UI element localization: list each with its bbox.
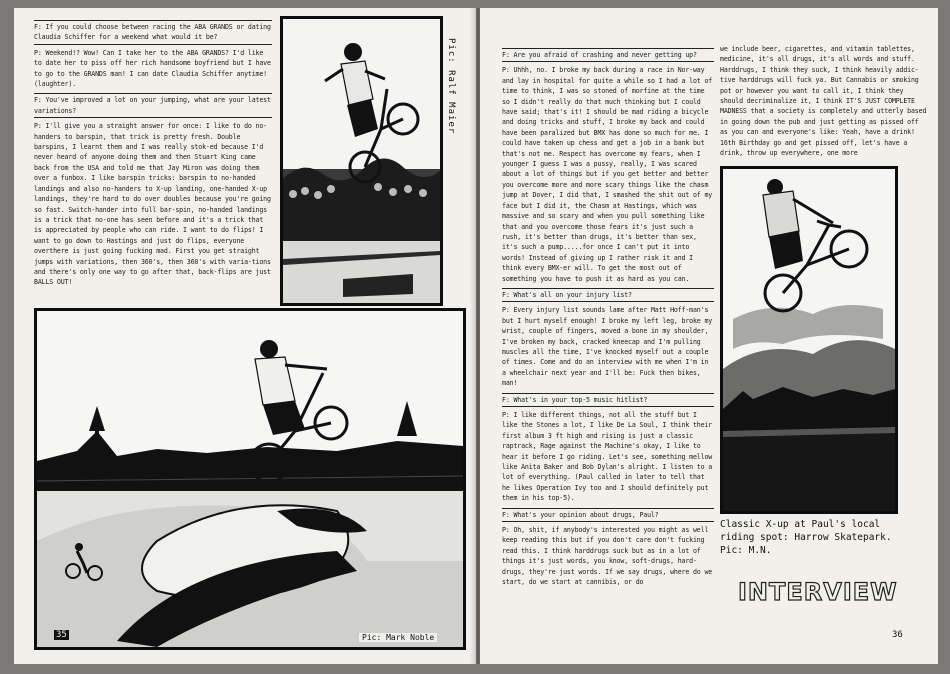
right-page: [480, 8, 938, 664]
right-text-column-1: [502, 44, 714, 588]
photo-credit-top: Pic: Ralf Maier: [446, 38, 456, 135]
answer-5: P: I like different things, not all the stuff but I like the Stones a lot, I like De La Soul, I think their first album 3 ft high and rising is just a classic raptrack, Rage against the Machine's okay, I like to hear it before I go riding. Let's see, something mellow like Anita Baker and Bob Dylan's alright. I listen to a lot of everything. (Paul called in later to tell that he likes Operation Ivy too and I should definitely put them in his top-5).: [502, 411, 713, 503]
section-logo-interview: INTERVIEW: [738, 578, 898, 606]
photo-x-up-harrow: [720, 166, 898, 514]
answer-7: P: Oh, shit, if anybody's interested you might as well keep reading this but if you don't care don't fucking read this. I think harddrugs suck but as in a lot of things it's just words, you know, soft-drugs, hard-drugs, they're just words. If we say drugs, where do we start, do we start at cannibis, or do: [502, 526, 713, 587]
question-0: F: Are you afraid of crashing and never getting up?: [502, 48, 714, 62]
question-jumping: F: You've improved a lot on your jumping, what are your latest variations?: [34, 93, 272, 118]
left-text-column: [34, 16, 272, 288]
question-claudia: F: If you could choose between racing the ABA GRANDS or dating Claudia Schiffer for a weekend what would it be?: [34, 20, 272, 45]
photo-credit-bottom: Pic: Mark Noble: [359, 633, 437, 642]
right-text-column-2: [720, 44, 928, 158]
photo-caption: Classic X-up at Paul's local riding spot: Harrow Skatepark. Pic: M.N.: [720, 519, 892, 556]
photo-top-jump: [280, 16, 443, 306]
page-number-right: 36: [892, 630, 903, 640]
answer-jumping: P: I'll give you a straight answer for once: I like to do no-handers to barspin, that trick is pretty fresh. Double barspins, I learnt them and I was really stok-ed because I'd never heard of anyone doing them and then Stuart King came back from the USA and told me that Jay Miron was doing them over a funbox. I like barspin tricks: barspin to no-handed landings and also no-handers to X-up landing, one-handed X-up landings, they're hard to do over doubles because you're going so fast. Switch-hander into full bar-spin, no-handed landings is a trick that no-one has seen before and it's a trick that is appreciated by people who can ride. I want to do flips! I want to go down to Hastings and just do flips, everyone overthere is just going fucking mad. First you get straight jumps with variations, then 360's, then 360's with varia-tions and there's only one way to go after that, back-flips are just BALLS OUT!: [34, 122, 271, 287]
answer-claudia: P: Weekend!? Wow! Can I take her to the ABA GRANDS? I'd like to date her to piss off her rich handsome boyfriend but I have to go to the GRANDS man! I can date Claudia Schiffer anytime! (laughter).: [34, 48, 271, 89]
page-number-left: 35: [56, 630, 67, 640]
answer-drugs-continued: we include beer, cigarettes, and vitamin tablettes, medicine, it's all drugs, it's all words and stuff. Harddrugs, I think they suck, I think heavily addic-tive harddrugs will fuck ya. But Cannabis or smoking pot or however you want to call it, I think they should decriminalize it, I think IT'S JUST COMPLETE MADNESS that a society is completely and utterly based in going down the pub and just getting as pissed off as you can and everyone's like: Yeah, have a drink! 16th Birthday go and get pissed off, let's have a drink, throw up everywhere, one more: [720, 45, 927, 158]
question-2: F: What's all on your injury list?: [502, 288, 714, 302]
photo-bottom-skatepark: [34, 308, 466, 650]
answer-3: P: Every injury list sounds lame after Matt Hoff-man's but I hurt myself enough! I broke my left leg, broke my wrist, couple of fingers, moved a bone in my shoulder, I've broken my back, cracked kneecap and I'm pulling muscles all the time, I've knocked myself out a couple of times. Come and do an interview with me when I'm in a wheelchair next year and I'll be: Fuck then bikes, man!: [502, 306, 713, 388]
answer-1: P: Uhhh, no. I broke my back during a race in Nor-way and lay in hospital for quite a while so I had a lot of time to think, I was so stoned of morfine at the time so I didn't really do that much thinking but I could have said; that's it! I should be mad riding a bicycle and doing tricks and stuff, I broke my back and could have been paralized but BMX has done so much for me. I could have taken up chess and get a job in a bank but that's not me. Respect has overcome my fears, when I younger I guess I was a pussy, really, I was scared about a lot of things but if you get better and better you overcome more and more scary things like the chasm jump at Dover, I did that, I smashed the shit out of my face but I did it, the Chasm at Hastings, which was massive and so scary and when you pull something like that and you overcome those fears it's just such a rush, it's better than drugs, it's better than sex, it's such a pump.....for once I can't put it into words! Instead of giving up I rather risk it and I think every BMX-er will. To get the most out of something you have to push it as hard as you can.: [502, 66, 713, 283]
left-page: [14, 8, 476, 664]
question-4: F: What's in your top-5 music hitlist?: [502, 393, 714, 407]
question-6: F: What's your opinion about drugs, Paul?: [502, 508, 714, 522]
